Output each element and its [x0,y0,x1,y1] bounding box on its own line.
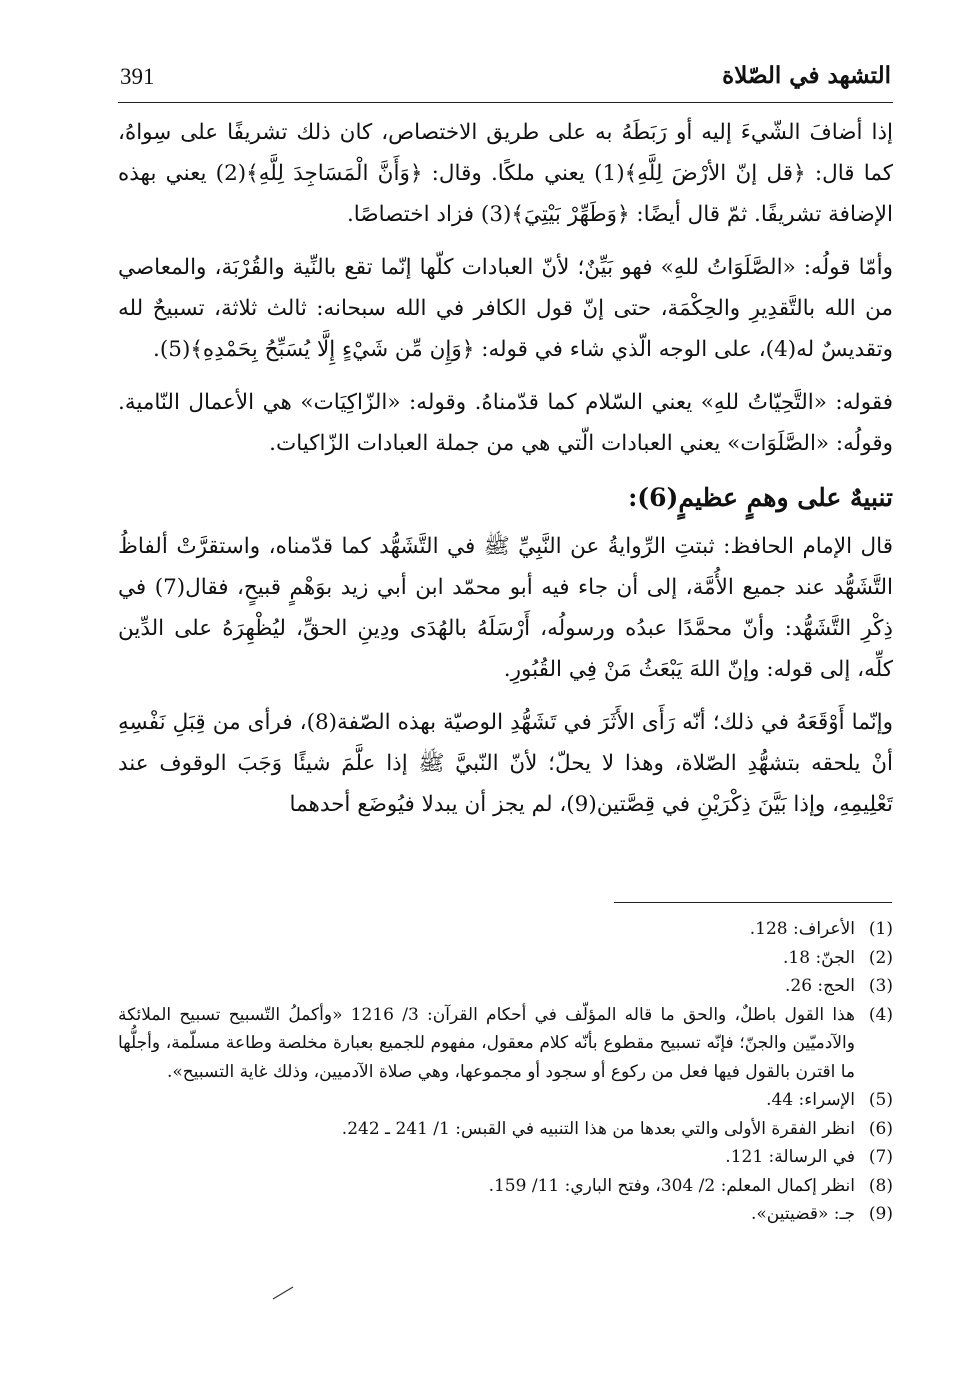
footnote-text: جـ: «قضيتين». [750,1204,855,1224]
footnote-number: (4) [868,1004,893,1025]
footnote-number: (2) [868,947,893,968]
paragraph-4: قال الإمام الحافظ: ثبتتِ الرِّوايةُ عن النَّبِيِّ ﷺ في التَّشَهُّد كما قدّمناه، واستقرَّتْ ألفاظُ التَّشَهُّد عند جميع الأُمَّة، إلى أن جاء فيه أبو محمّد ابن أبي زيد بوَهْمٍ قبيحٍ، فقال(7) في ذِكْرِ التَّشَهُّد: وأنّ محمَّدًا عبدُه ورسولُه، أَرْسَلَهُ بالهُدَى ودِينِ الحقِّ، ليُظْهِرَهُ على الدِّين كلِّه، إلى قوله: وإنّ اللهَ يَبْعَثُ مَنْ فِي القُبُورِ. [118,534,893,682]
footnote-number: (8) [868,1175,893,1196]
footnote-number: (1) [868,919,893,939]
section-heading: تنبيهٌ على وهمٍ عظيمٍ(6): [628,483,893,512]
page-header [118,58,893,103]
footnote-text: انظر إكمال المعلم: 2/ 304، وفتح الباري: 11/ 159. [488,1175,855,1196]
main-text [118,112,893,837]
page-number: 391 [120,64,155,89]
footnote-number: (3) [868,976,893,996]
footnote-text: الحج: 26. [784,976,855,996]
footnote-6 [118,1115,893,1144]
footnote-number: (9) [868,1204,893,1224]
footnote-1 [118,915,893,944]
footnote-text: الإسراء: 44. [766,1090,855,1110]
footnote-number: (7) [868,1147,893,1167]
footnote-9 [118,1200,893,1229]
footnote-text: الجنّ: 18. [783,947,855,968]
footnote-divider [614,902,892,903]
footnote-number: (5) [868,1090,893,1110]
footnote-8 [118,1172,893,1201]
footnote-text: انظر الفقرة الأولى والتي بعدها من هذا التنبيه في القبس: 1/ 241 ـ 242. [341,1118,855,1139]
paragraph-2: وأمّا قولُه: «الصَّلَوَاتُ للهِ» فهو بَيِّنٌ؛ لأنّ العبادات كلّها إنّما تقع بالنِّية والقُرْبَة، والمعاصي من الله بالتَّقدِيرِ والحِكْمَة، حتى إنّ قول الكافر في الله سبحانه: ثالث ثلاثة، تسبيحٌ لله وتقديسٌ له(4)، على الوجه الّذي شاء في قوله: ﴿وَإِن مِّن شَيْءٍ إِلَّا يُسَبِّحُ بِحَمْدِهِ﴾(5). [118,255,893,362]
stray-pen-mark [272,1286,294,1300]
footnote-text: الأعراف: 128. [749,919,855,939]
footnote-5 [118,1086,893,1115]
footnote-text: في الرسالة: 121. [725,1147,855,1167]
footnote-text: هذا القول باطلٌ، والحق ما قاله المؤلّف في أحكام القرآن: 3/ 1216 «وأكملُ التّسبيح تسبيح الملائكة والآدميّين والجنّ؛ فإنّه تسبيح مقطوع بأنّه كلام معقول، مفهوم للجميع بعبارة مخلصة وطاعة مسلّمة، وأجلُّها ما اقترن بالقول فيها فعل من ركوع أو سجود أو مجموعها، وهي صلاة الآدميين، وذلك غاية التسبيح». [118,1004,855,1082]
paragraph-3: فقوله: «التَّحِيّاتُ للهِ» يعني السّلام كما قدّمناهُ. وقوله: «الزّاكِيَات» هي الأعمال النّامية. وقولُه: «الصَّلَوَات» يعني العبادات الّتي هي من جملة العبادات الزّاكيات. [118,390,893,456]
footnotes [118,915,893,1229]
footnote-7 [118,1143,893,1172]
footnote-3 [118,972,893,1001]
running-title: التشهد في الصّلاة [722,62,891,89]
footnote-number: (6) [868,1118,893,1139]
footnote-4 [118,1001,893,1087]
paragraph-5: وإنّما أَوْقَعَهُ في ذلك؛ أنّه رَأَى الأَثَرَ في تَشَهُّدِ الوصيّة بهذه الصّفة(8)، فرأى من قِبَلِ نَفْسِهِ أنْ يلحقه بتشهُّدِ الصّلاة، وهذا لا يحلّ؛ لأنّ النّبيَّ ﷺ إذا علَّمَ شيئًا وَجَبَ الوقوف عند تَعْلِيمِهِ، وإذا بَيَّنَ ذِكْرَيْنِ في قِصَّتين(9)، لم يجز أن يبدلا فيُوضَع أحدهما [118,710,893,817]
paragraph-1: إذا أضافَ الشّيءَ إليه أو رَبَطَهُ به على طريق الاختصاص، كان ذلك تشريفًا على سِواهُ، كما قال: ﴿قل إنّ الأرْضَ لِلَّهِ﴾(1) يعني ملكًا. وقال: ﴿وَأَنَّ الْمَسَاجِدَ لِلَّهِ﴾(2) يعني بهذه الإضافة تشريفًا. ثمّ قال أيضًا: ﴿وَطَهِّرْ بَيْتِيَ﴾(3) فزاد اختصاصًا. [118,120,893,227]
footnote-2 [118,944,893,973]
